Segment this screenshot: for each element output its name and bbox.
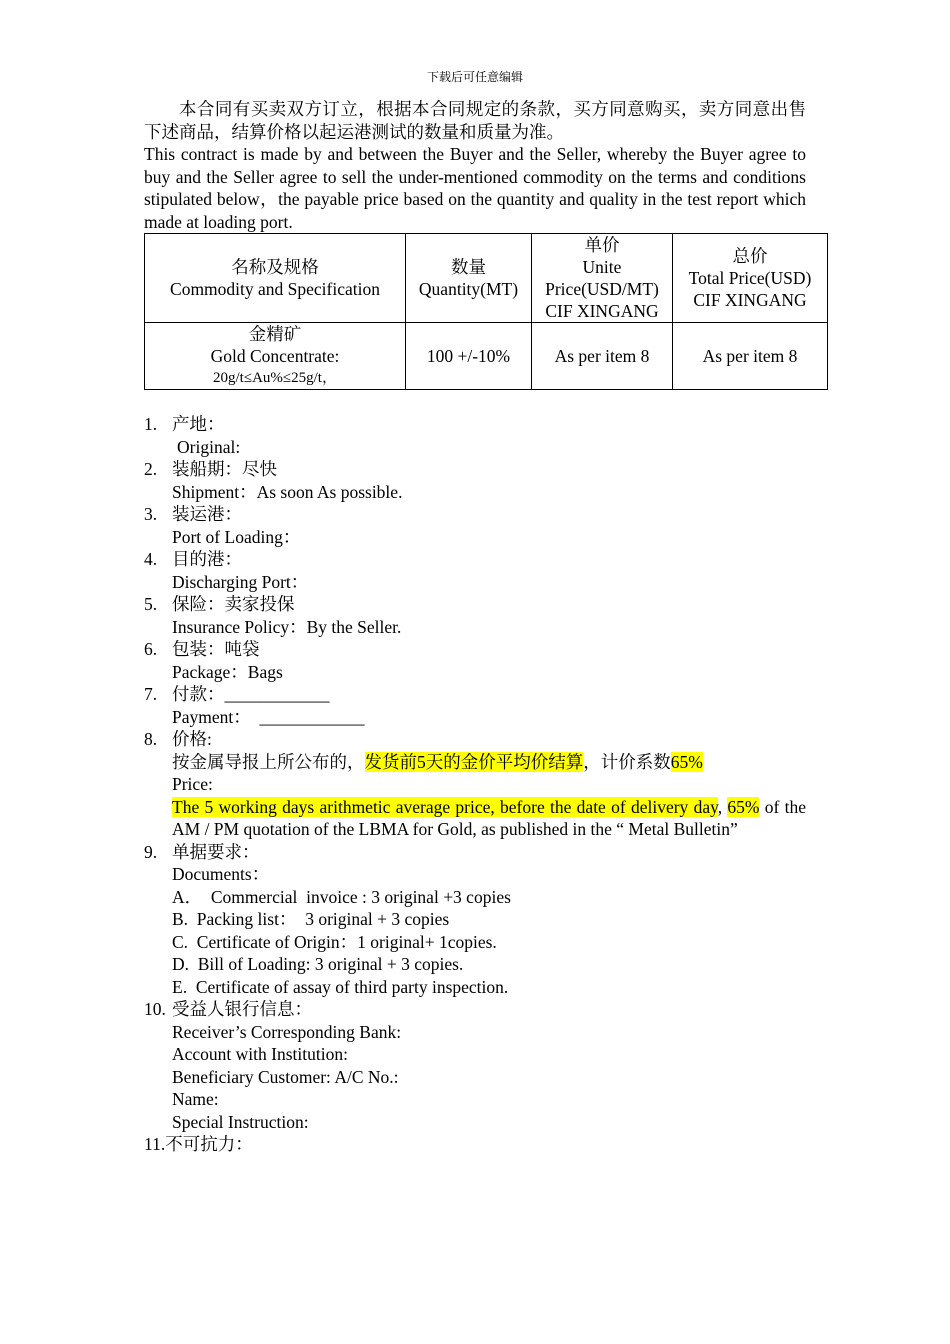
term-discharging-port: 4. 目的港： Discharging Port：: [144, 549, 309, 592]
term-origin: 1. 产地： Original:: [144, 414, 241, 457]
term-force-majeure: 11.不可抗力：: [144, 1134, 253, 1154]
term-price: 8. 价格: 按金属导报上所公布的，发货前5天的金价平均价结算，计价系数65% Price: The 5 working days arithmetic average price, before the date of delivery day, 65% of the AM / PM quotation of the LBMA for Gold, as published in the “ Metal Bulletin”: [144, 729, 807, 839]
cell-total-price: As per item 8: [673, 323, 828, 390]
header-total-price: 总价 Total Price(USD) CIF XINGANG: [673, 234, 828, 323]
price-clause-chinese: 按金属导报上所公布的，发货前5天的金价平均价结算，计价系数65%: [172, 751, 703, 772]
intro-chinese: 本合同有买卖双方订立，根据本合同规定的条款，买方同意购买，卖方同意出售下述商品，结算价格以起运港测试的数量和质量为准。: [144, 99, 806, 142]
commodity-table: [144, 233, 828, 390]
header-unit-price: 单价 Unite Price(USD/MT) CIF XINGANG: [532, 234, 673, 323]
cell-quantity: 100 +/-10%: [406, 323, 532, 390]
term-package: 6. 包装：吨袋 Package：Bags: [144, 639, 283, 682]
price-clause-english: The 5 working days arithmetic average price, before the date of delivery day, 65% of the AM / PM quotation of the LBMA for Gold, as published in the “ Metal Bulletin”: [172, 796, 807, 839]
term-bank-info: 10. 受益人银行信息： Receiver’s Corresponding Bank: Account with Institution: Beneficiary Customer: A/C No.: Name: Special Instruction:: [144, 998, 806, 1133]
list-item: A． Commercial invoice : 3 original +3 copies: [172, 886, 511, 907]
header-quantity: 数量 Quantity(MT): [406, 234, 532, 323]
list-item: Account with Institution:: [172, 1044, 348, 1064]
list-item: Name:: [172, 1089, 219, 1109]
list-item: Receiver’s Corresponding Bank:: [172, 1021, 402, 1042]
highlight-coefficient: 65%: [670, 751, 703, 772]
cell-commodity: 金精矿 Gold Concentrate: 20g/t≤Au%≤25g/t，: [145, 323, 406, 390]
list-item: Special Instruction:: [172, 1111, 309, 1132]
term-port-of-loading: 3. 装运港： Port of Loading：: [144, 504, 301, 547]
list-item: C. Certificate of Origin：1 original+ 1copies.: [172, 931, 497, 952]
contract-body: [144, 98, 812, 1156]
term-insurance: 5. 保险：卖家投保 Insurance Policy：By the Seller.: [144, 594, 402, 637]
list-item: D. Bill of Loading: 3 original + 3 copies.: [172, 954, 464, 974]
intro-english: This contract is made by and between the Buyer and the Seller, whereby the Buyer agree to buy and the Seller agree to sell the under-mentioned commodity on the terms and conditions stipulated below，the payable price based on the quantity and quality in the test report which made at loading port.: [144, 144, 806, 232]
term-payment: 7. 付款：____________ Payment： ____________: [144, 684, 365, 727]
list-item: Beneficiary Customer: A/C No.:: [172, 1066, 399, 1087]
term-documents: 9. 单据要求： Documents： A． Commercial invoice : 3 original +3 copies B. Packing list： 3 original + 3 copies C. Certificate of Origin：1 original+ 1copies. D. Bill of Loading: 3 original + 3 copies. E. Certificate of assay of third party inspection.: [144, 841, 806, 999]
highlight-settlement: 发货前5天的金价平均价结算: [364, 751, 584, 772]
list-item: E. Certificate of assay of third party inspection.: [172, 976, 509, 997]
highlight-percentage: 65%: [727, 796, 760, 817]
page-header: 下载后可任意编辑: [426, 70, 523, 84]
terms-list: [144, 413, 806, 1156]
list-item: B. Packing list： 3 original + 3 copies: [172, 909, 450, 929]
highlight-average-price: The 5 working days arithmetic average price, before the date of delivery day: [172, 796, 718, 817]
table-header-row: [145, 234, 828, 323]
header-commodity: 名称及规格 Commodity and Specification: [145, 234, 406, 323]
term-shipment: 2. 装船期：尽快 Shipment：As soon As possible.: [144, 459, 403, 502]
table-row: [145, 323, 828, 390]
cell-unit-price: As per item 8: [532, 323, 673, 390]
